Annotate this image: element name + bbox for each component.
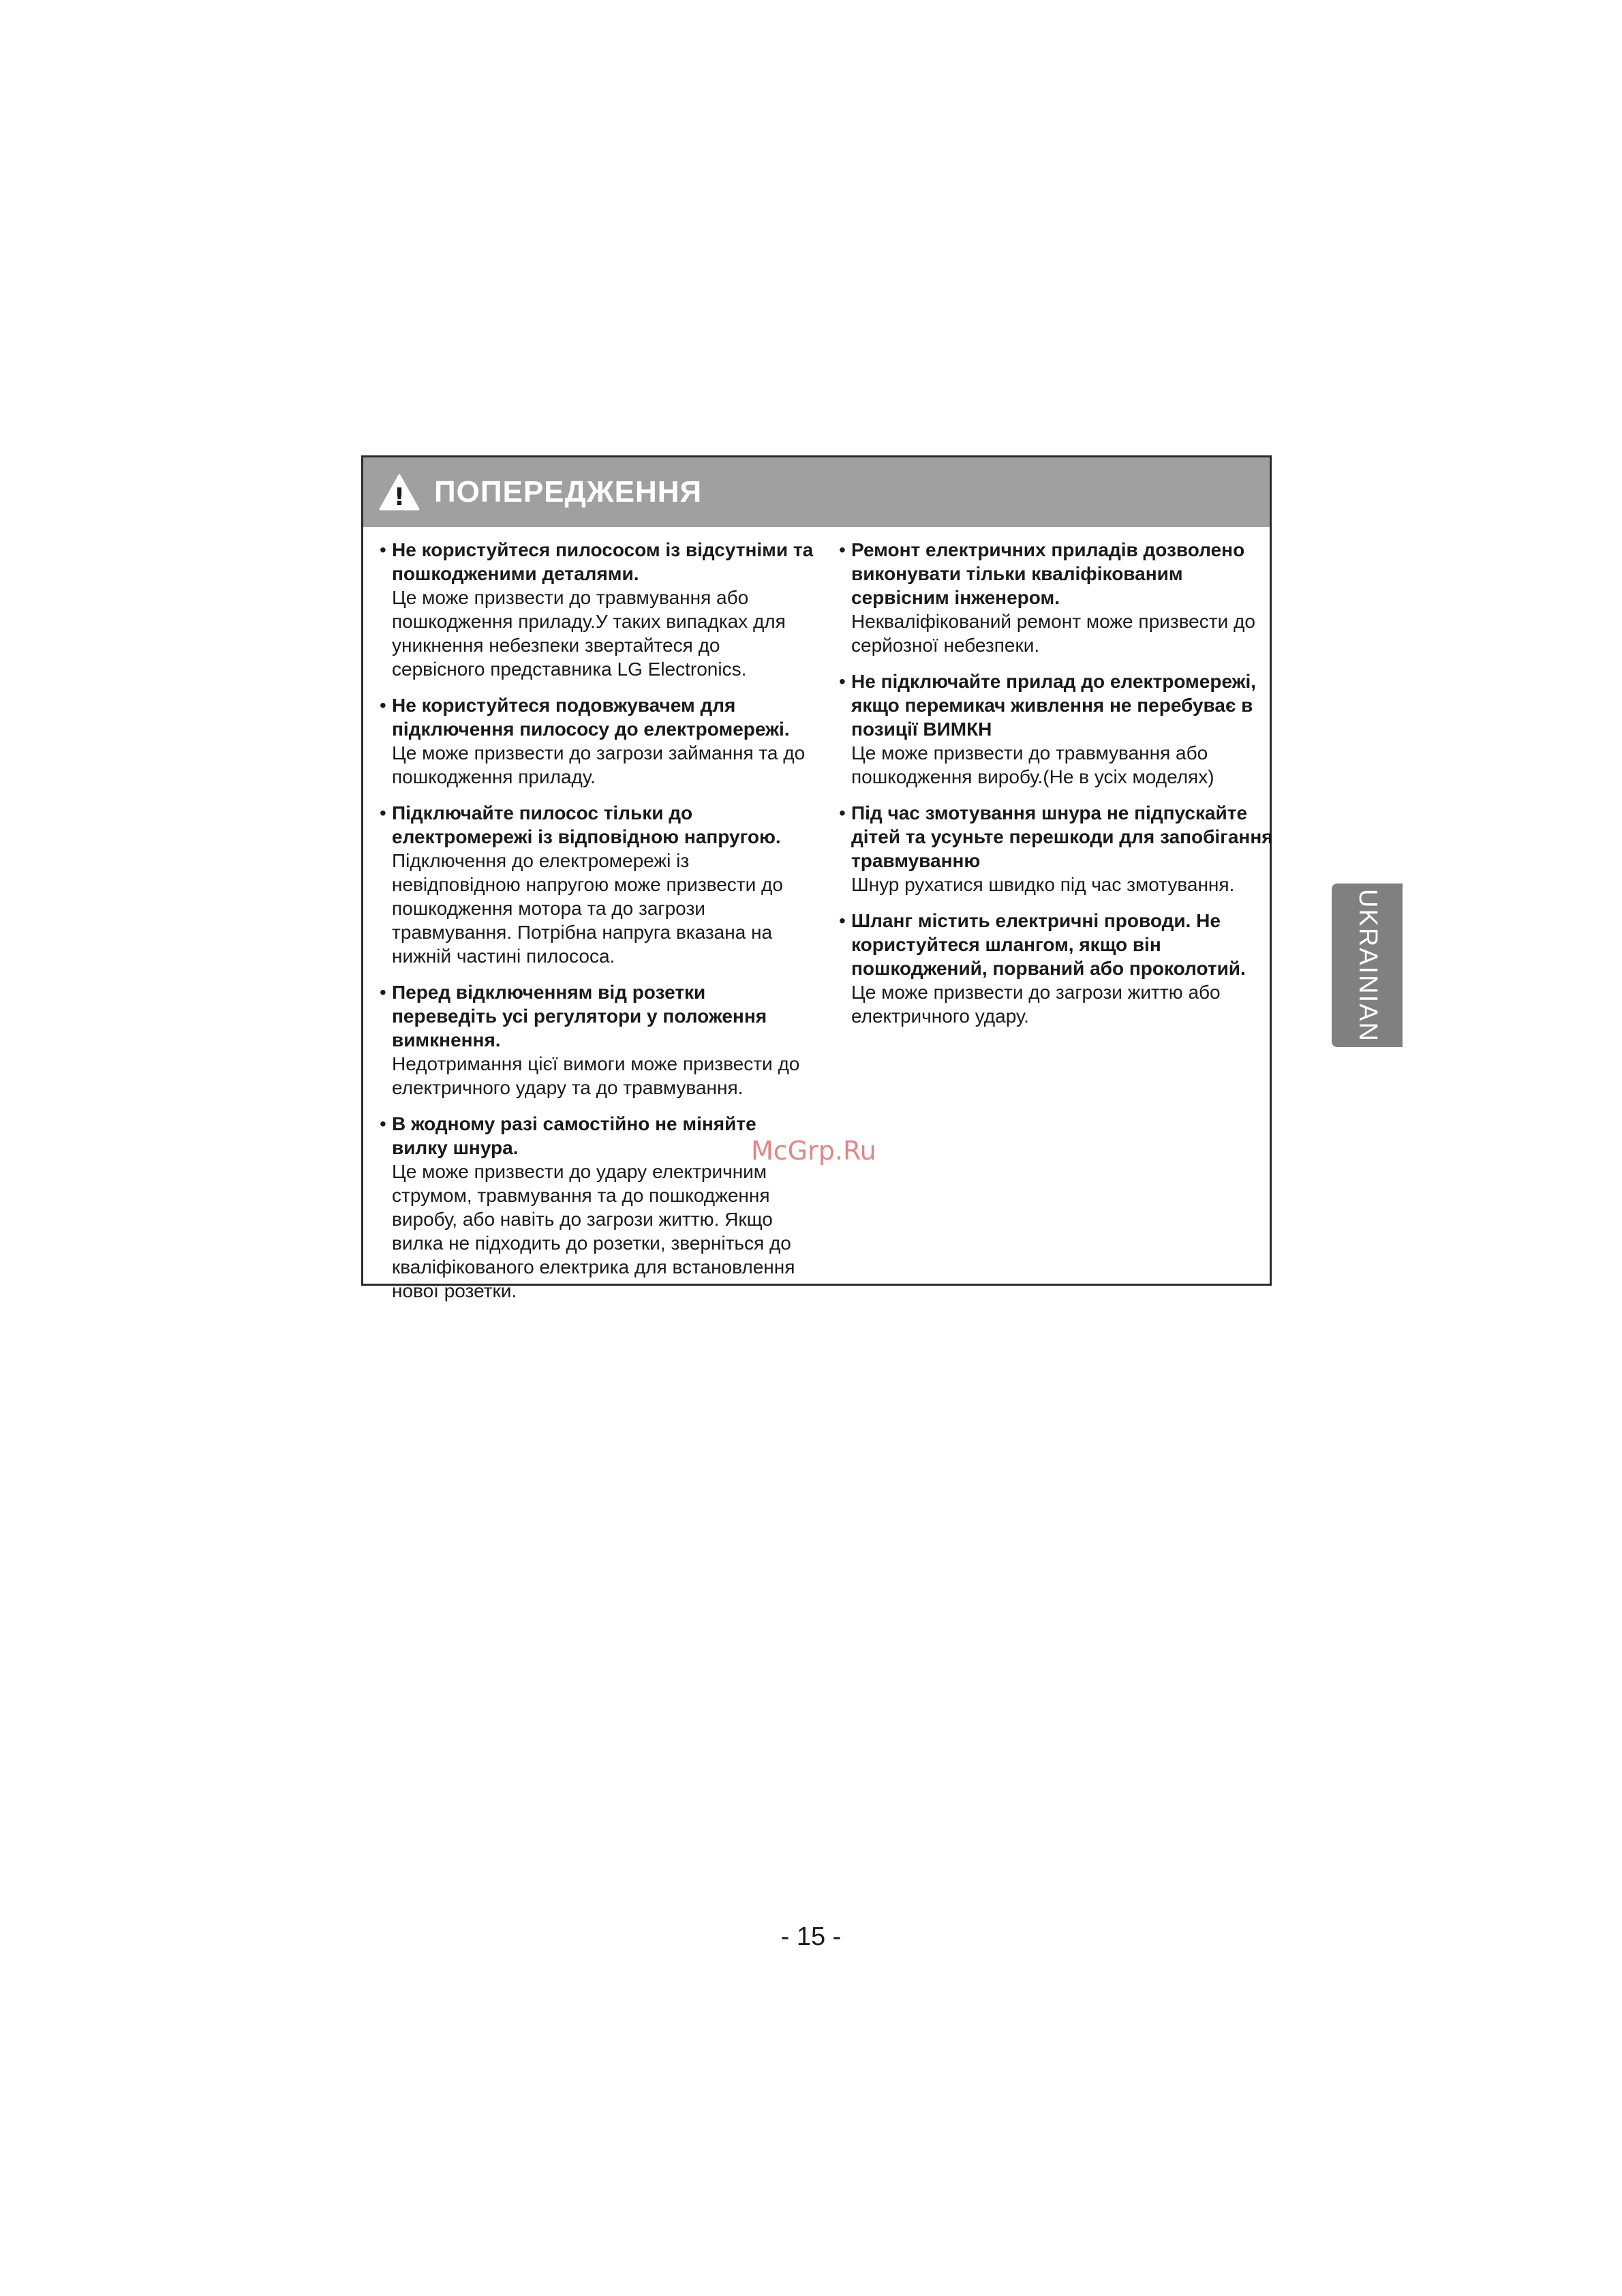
bullet: • (380, 539, 386, 560)
warning-item (380, 1112, 816, 1303)
right-column (839, 538, 1275, 1040)
warning-item-title: В жодному разі самостійно не міняйте вилку шнура. (392, 1113, 756, 1158)
language-side-tab (1332, 883, 1403, 1047)
page-number: - 15 - (780, 1922, 842, 1951)
warning-item-body: Це може призвести до удару електричним струмом, травмування та до пошкодження виробу, або навіть до загрози життю. Якщо вилка не підходить до розетки, зверніться до кваліфікованого електрика для встановлення нової розетки. (392, 1161, 795, 1301)
warning-item (839, 909, 1275, 1028)
bullet: • (380, 982, 386, 1003)
bullet: • (839, 539, 846, 560)
warning-item-body: Це може призвести до загрози займання та до пошкодження приладу. (392, 742, 806, 787)
bullet: • (380, 1113, 386, 1134)
warning-item-title: Під час змотування шнура не підпускайте дітей та усуньте перешкоди для запобігання травмуванню (851, 802, 1273, 871)
warning-item-body: Некваліфікований ремонт може призвести до серйозної небезпеки. (851, 611, 1255, 656)
warning-item (839, 669, 1275, 789)
watermark: McGrp.Ru (751, 1136, 876, 1166)
warning-item-title: Ремонт електричних приладів дозволено виконувати тільки кваліфікованим сервісним інженером. (851, 539, 1245, 608)
warning-item-title: Не підключайте прилад до електромережі, якщо перемикач живлення не перебуває в позиції ВИМКН (851, 671, 1257, 740)
warning-item (839, 801, 1275, 896)
bullet: • (380, 695, 386, 716)
warning-header (363, 457, 1270, 527)
bullet: • (839, 910, 846, 931)
warning-triangle-icon (378, 473, 420, 511)
bullet: • (380, 802, 386, 824)
warning-item-title: Не користуйтеся пилососом із відсутніми та пошкодженими деталями. (392, 539, 814, 584)
warning-item-body: Підключення до електромережі із невідповідною напругою може призвести до пошкодження мотора та до загрози травмування. Потрібна напруга вказана на нижній частині пилососа. (392, 850, 783, 967)
language-tab-label: UKRAINIAN (1353, 888, 1382, 1042)
bullet: • (839, 671, 846, 692)
warning-item-title: Підключайте пилосос тільки до електромережі із відповідною напругою. (392, 802, 781, 847)
warning-item-body: Це може призвести до загрози життю або електричного удару. (851, 982, 1221, 1027)
warning-item (380, 693, 816, 789)
warning-item-title: Шланг містить електричні проводи. Не користуйтеся шлангом, якщо він пошкоджений, порваний або проколотий. (851, 910, 1246, 979)
warning-item-body: Недотримання цієї вимоги може призвести до електричного удару та до травмування. (392, 1053, 800, 1098)
warning-item-body: Шнур рухатися швидко під час змотування. (851, 874, 1235, 895)
warning-item-body: Це може призвести до травмування або пошкодження виробу.(Не в усіх моделях) (851, 742, 1214, 787)
warning-item (380, 980, 816, 1100)
warning-item-body: Це може призвести до травмування або пошкодження приладу.У таких випадках для уникнення небезпеки звертайтеся до сервісного представника LG Electronics. (392, 587, 786, 680)
warning-symbol: ! (393, 483, 406, 511)
warning-item-title: Перед відключенням від розетки переведіть усі регулятори у положення вимкнення. (392, 982, 767, 1051)
left-column (380, 538, 816, 1315)
warning-item (380, 801, 816, 968)
warning-item (839, 538, 1275, 657)
warning-item (380, 538, 816, 681)
bullet: • (839, 802, 846, 824)
warning-title: ПОПЕРЕДЖЕННЯ (434, 475, 703, 509)
warning-item-title: Не користуйтеся подовжувачем для підключення пилососу до електромережі. (392, 695, 790, 740)
